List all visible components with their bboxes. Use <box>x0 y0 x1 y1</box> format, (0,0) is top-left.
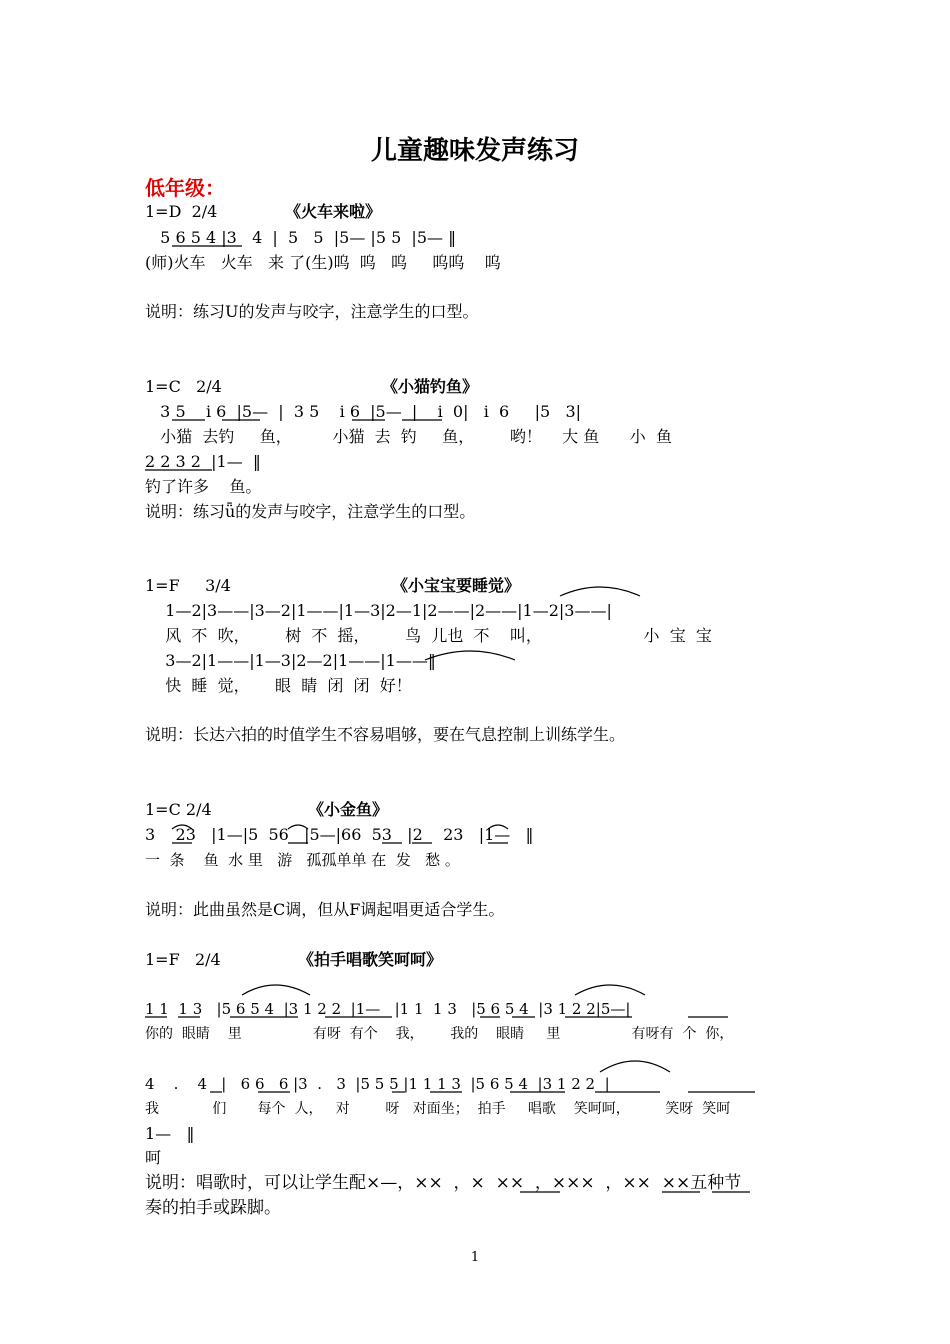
notation-line: 1— ‖ <box>145 1124 195 1143</box>
song-title: 《小猫钓鱼》 <box>382 377 479 396</box>
lyric-line: 你的 眼睛 里 有呀 有个 我， 我的 眼睛 里 有呀有 个 你， <box>145 1026 734 1042</box>
notation-line: 1 1 1 3 |5 6 5 4 |3 1 2 2 |1— |1 1 1 3 |5 6 5 4 |3 1 2 2|5—| <box>145 1000 631 1018</box>
grade-heading: 低年级： <box>145 176 225 200</box>
explanation-note: 说明：唱歌时，可以让学生配×—，×× ，× ×× ，××× ，×× ××五种节 <box>145 1173 742 1193</box>
piece-key: 1=C 2/4 <box>145 800 212 819</box>
lyric-line: 钓了许多 鱼。 <box>145 477 262 496</box>
page-number: 1 <box>470 1250 480 1265</box>
slur-arc <box>242 985 310 995</box>
slur-arc <box>425 651 515 660</box>
slur-arc <box>288 825 308 829</box>
page-title: 儿童趣味发声练习 <box>370 136 579 166</box>
song-title: 《小金鱼》 <box>308 800 389 819</box>
notation-line: 5 6 5 4 |3 4 | 5 5 |5— |5 5 |5— ‖ <box>150 228 457 247</box>
slur-arc <box>560 587 640 596</box>
explanation-note-continued: 奏的拍手或跺脚。 <box>145 1198 281 1218</box>
slur-arc <box>488 825 508 829</box>
lyric-line: 我 们 每个 人， 对 呀 对面坐； 拍手 唱歌 笑呵呵， 笑呀 笑呵 <box>145 1101 731 1117</box>
lyric-line: 小猫 去钓 鱼， 小猫 去 钓 鱼， 哟！ 大 鱼 小 鱼 <box>150 427 672 446</box>
piece-key: 1=F 2/4 <box>145 950 221 969</box>
explanation-note: 说明：练习ǖ的发声与咬字，注意学生的口型。 <box>145 502 476 521</box>
slur-arc <box>600 1061 670 1072</box>
song-title: 《火车来啦》 <box>285 202 382 221</box>
piece-key: 1=C 2/4 <box>145 377 222 396</box>
lyric-line: 快 睡 觉， 眼 睛 闭 闭 好！ <box>150 676 412 695</box>
piece-key: 1=F 3/4 <box>145 576 231 595</box>
lyric-line: 呵 <box>145 1148 162 1167</box>
slur-arc <box>575 985 645 995</box>
notation-line: 1—2|3——|3—2|1——|1—3|2—1|2——|2——|1—2|3——| <box>150 601 612 620</box>
lyric-line: 一 条 鱼 水 里 游 孤孤单单 在 发 愁 。 <box>145 851 460 869</box>
song-title: 《小宝宝要睡觉》 <box>392 576 521 595</box>
explanation-note: 说明：长达六拍的时值学生不容易唱够，要在气息控制上训练学生。 <box>145 725 626 744</box>
notation-line: 3 23 |1—|5 56 |5—|66 53 |2 23 |1— ‖ <box>145 825 534 844</box>
notation-line: 3—2|1——|1—3|2—2|1——|1——‖ <box>150 651 436 670</box>
song-title: 《拍手唱歌笑呵呵》 <box>298 950 443 969</box>
notation-line: 4 . 4 | 6 6 6 |3 . 3 |5 5 5 |1 1 1 3 |5 6 5 4 |3 1 2 2 | <box>145 1075 610 1093</box>
explanation-note: 说明：此曲虽然是C调，但从F调起唱更适合学生。 <box>145 900 505 919</box>
notation-line: 2 2 3 2 |1— ‖ <box>145 452 261 471</box>
slur-arc <box>172 825 192 829</box>
piece-key: 1=D 2/4 <box>145 202 218 221</box>
lyric-line: (师)火车 火车 来 了(生)呜 呜 呜 呜呜 呜 <box>145 253 501 272</box>
explanation-note: 说明：练习U的发声与咬字，注意学生的口型。 <box>145 302 479 321</box>
notation-line: 3 5 i 6 |5— | 3 5 i 6 |5— | i 0| i 6 |5 3| <box>150 402 582 421</box>
lyric-line: 风 不 吹， 树 不 摇， 鸟 儿也 不 叫， 小 宝 宝 <box>150 626 712 645</box>
